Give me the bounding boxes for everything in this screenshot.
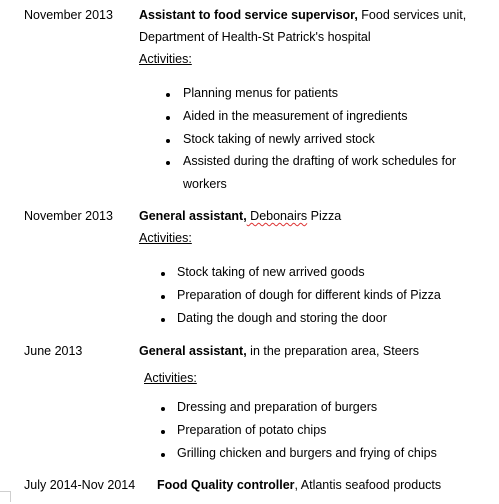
activity-item: Dating the dough and storing the door (177, 311, 387, 325)
entry-heading (139, 209, 341, 223)
bullet-icon (166, 93, 170, 97)
bullet-icon (161, 272, 165, 276)
job-detail-line2: Department of Health-St Patrick's hospital (139, 30, 371, 44)
job-title: Assistant to food service supervisor, (139, 8, 358, 22)
bullet-icon (166, 139, 170, 143)
entry-date: June 2013 (24, 344, 83, 358)
job-detail: Debonairs (246, 209, 308, 223)
bullet-icon (166, 116, 170, 120)
activity-item: Dressing and preparation of burgers (177, 400, 378, 414)
bullet-icon (166, 161, 170, 165)
job-detail: , Atlantis seafood products (294, 478, 442, 492)
job-title: General assistant, (139, 344, 247, 358)
job-title: General assistant, (139, 209, 247, 223)
entry-date: November 2013 (24, 209, 113, 223)
entry-heading (157, 478, 441, 492)
bullet-icon (161, 430, 165, 434)
activity-item-continuation: workers (183, 177, 227, 191)
entry-date: November 2013 (24, 8, 113, 22)
activity-item: Preparation of dough for different kinds of Pizza (177, 288, 441, 302)
bullet-icon (161, 453, 165, 457)
activities-label: Activities: (144, 371, 197, 385)
activities-label: Activities: (139, 52, 192, 66)
activity-item: Grilling chicken and burgers and frying of chips (177, 446, 437, 460)
job-detail-tail: Pizza (307, 209, 342, 223)
activity-item: Planning menus for patients (183, 86, 338, 100)
activity-item: Stock taking of new arrived goods (177, 265, 365, 279)
page-corner-mark (0, 491, 11, 502)
bullet-icon (161, 407, 165, 411)
bullet-icon (161, 295, 165, 299)
activity-item: Stock taking of newly arrived stock (183, 132, 375, 146)
entry-heading (139, 8, 466, 22)
entry-heading (139, 344, 419, 358)
activity-item: Assisted during the drafting of work schedules for (183, 154, 457, 168)
entry-date: July 2014-Nov 2014 (24, 478, 136, 492)
job-detail: in the preparation area, Steers (246, 344, 420, 358)
bullet-icon (161, 318, 165, 322)
job-title: Food Quality controller (157, 478, 295, 492)
activity-item: Aided in the measurement of ingredients (183, 109, 408, 123)
activity-item: Preparation of potato chips (177, 423, 327, 437)
activities-label: Activities: (139, 231, 192, 245)
job-detail: Food services unit, (357, 8, 467, 22)
